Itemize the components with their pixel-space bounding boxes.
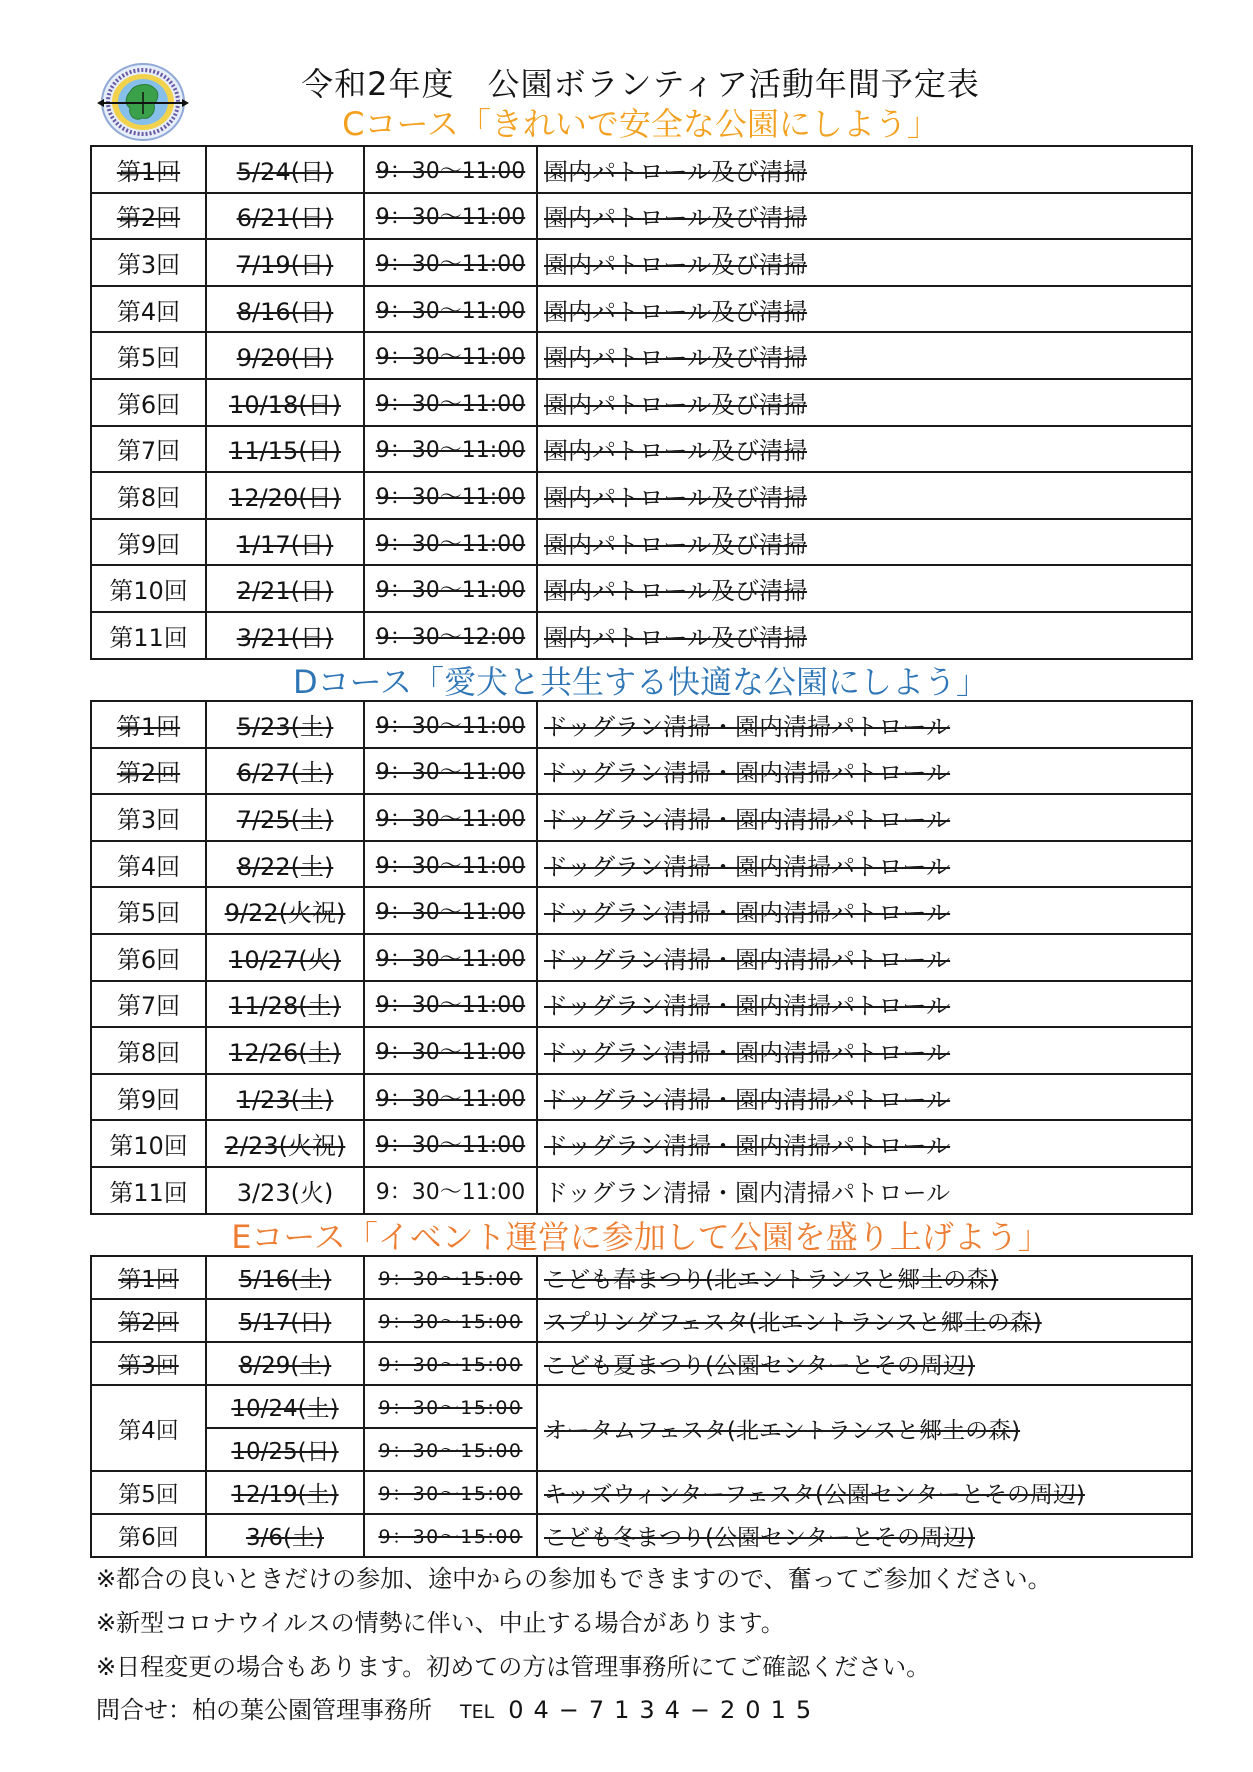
session-date: 12/20(日) [229,483,341,512]
session-time-cell [364,794,537,841]
schedule-row [91,1120,1192,1167]
session-activity: オータムフェスタ(北エントランスと郷土の森) [544,1417,1021,1444]
session-time-cell [364,379,537,426]
course-e-schedule-table [90,1255,1193,1558]
session-number-cell [91,379,206,426]
session-number: 第5回 [118,1482,179,1508]
session-number-cell [91,1120,206,1167]
session-activity: 園内パトロール及び清掃 [544,530,808,559]
session-activity: 園内パトロール及び清掃 [544,204,808,233]
session-number: 第3回 [118,1353,179,1379]
session-number: 第1回 [116,712,181,741]
session-time-cell [364,748,537,795]
session-time-cell [364,146,537,193]
session-date-cell [206,332,364,379]
schedule-row [91,1027,1192,1074]
course-c-schedule-table [90,145,1193,660]
session-number-cell [91,1167,206,1214]
contact-line [96,1690,821,1732]
note-line: ※日程変更の場合もあります。初めての方は管理事務所にてご確認ください。 [96,1653,931,1681]
session-number: 第1回 [118,1267,179,1293]
session-number-cell [91,426,206,473]
session-activity-cell [537,472,1192,519]
course-d-heading: Dコース「愛犬と共生する快適な公園にしよう」 [292,663,989,701]
session-activity: 園内パトロール及び清掃 [544,437,808,466]
session-number-cell [91,934,206,981]
session-date-cell [206,1514,364,1557]
notes-block [96,1557,1196,1689]
session-time: 9：30〜11:00 [375,298,526,324]
session-date: 8/22(土) [236,852,334,881]
session-time-cell [364,1342,537,1385]
session-time: 9：30〜15:00 [378,1483,523,1505]
schedule-row [91,146,1192,193]
session-activity: こども夏まつり(公園センターとその周辺) [544,1353,976,1379]
tel-number: 04−7134−2015 [508,1696,822,1724]
schedule-row [91,612,1192,659]
schedule-row [91,1299,1192,1342]
session-activity-cell [537,1471,1192,1514]
session-activity: 園内パトロール及び清掃 [544,344,808,373]
session-time: 9：30〜11:00 [375,578,526,604]
session-activity-cell [537,1299,1192,1342]
session-number-cell [91,794,206,841]
page-title: 令和2年度 公園ボランティア活動年間予定表 [301,65,980,103]
session-number-cell [91,193,206,240]
schedule-row [91,841,1192,888]
session-time: 9：30〜15:00 [378,1268,523,1290]
session-number: 第3回 [116,250,181,279]
session-time: 9：30〜11:00 [375,760,526,786]
session-number: 第8回 [116,1038,181,1067]
session-time: 9：30〜11:00 [375,853,526,879]
session-date: 5/23(土) [236,712,334,741]
session-date: 7/19(日) [236,250,334,279]
session-number-cell [91,472,206,519]
session-time-cell [364,332,537,379]
session-time: 9：30〜15:00 [378,1397,523,1419]
session-number-cell [91,565,206,612]
session-time: 9：30〜11:00 [375,946,526,972]
schedule-row [91,193,1192,240]
session-date-cell [206,1385,364,1428]
session-number: 第4回 [116,852,181,881]
contact-label: 問合せ：柏の葉公園管理事務所 [96,1696,432,1724]
session-number: 第10回 [109,577,188,606]
session-number: 第2回 [116,204,181,233]
session-activity: ドッグラン清掃・園内清掃パトロール [544,852,951,881]
schedule-row [91,981,1192,1028]
session-activity: ドッグラン清掃・園内清掃パトロール [544,1085,951,1114]
schedule-row [91,286,1192,333]
session-activity-cell [537,887,1192,934]
session-date-cell [206,1471,364,1514]
session-number: 第7回 [116,437,181,466]
session-activity-cell [537,565,1192,612]
session-number-cell [91,332,206,379]
schedule-row [91,1514,1192,1557]
note-line: ※都合の良いときだけの参加、途中からの参加もできますので、奮ってご参加ください。 [96,1565,1052,1593]
schedule-row [91,887,1192,934]
session-activity: ドッグラン清掃・園内清掃パトロール [544,1132,951,1161]
session-date: 2/21(日) [236,577,334,606]
session-number: 第5回 [116,344,181,373]
session-activity: ドッグラン清掃・園内清掃パトロール [544,945,951,974]
session-time-cell [364,1256,537,1299]
session-date-cell [206,1027,364,1074]
session-time: 9：30〜12:00 [375,624,526,650]
session-activity: 園内パトロール及び清掃 [544,390,808,419]
session-activity: ドッグラン清掃・園内清掃パトロール [544,1038,951,1067]
session-date-cell [206,1428,364,1471]
session-time: 9：30〜11:00 [375,438,526,464]
session-activity-cell [537,379,1192,426]
session-time: 9：30〜15:00 [378,1311,523,1333]
session-date-cell [206,193,364,240]
schedule-row [91,472,1192,519]
session-date-cell [206,519,364,566]
schedule-row [91,934,1192,981]
session-date-cell [206,612,364,659]
session-activity-cell [537,1342,1192,1385]
session-time: 9：30〜11:00 [375,531,526,557]
session-time-cell [364,934,537,981]
session-date: 6/21(日) [236,204,334,233]
session-time: 9：30〜15:00 [378,1526,523,1548]
session-date-cell [206,1120,364,1167]
session-activity: 園内パトロール及び清掃 [544,297,808,326]
session-activity-cell [537,426,1192,473]
session-date-cell [206,934,364,981]
session-number-cell [91,519,206,566]
session-date-cell [206,1256,364,1299]
session-activity-cell [537,981,1192,1028]
session-date-cell [206,748,364,795]
session-number-cell [91,286,206,333]
session-time: 9：30〜15:00 [378,1440,523,1462]
session-activity-cell [537,1385,1192,1471]
session-date: 10/27(火) [229,945,341,974]
session-activity: ドッグラン清掃・園内清掃パトロール [544,992,951,1021]
session-date: 1/23(土) [236,1085,334,1114]
session-activity: 園内パトロール及び清掃 [544,250,808,279]
session-date: 5/17(日) [238,1310,332,1336]
session-activity-cell [537,332,1192,379]
session-date: 1/17(日) [236,530,334,559]
session-number-cell [91,1471,206,1514]
session-time: 9：30〜11:00 [375,1039,526,1065]
session-date: 11/15(日) [229,437,341,466]
schedule-row [91,1167,1192,1214]
session-number: 第6回 [116,390,181,419]
session-date-cell [206,565,364,612]
session-date: 10/24(土) [231,1396,339,1422]
session-time-cell [364,193,537,240]
session-time: 9：30〜11:00 [375,806,526,832]
session-number: 第4回 [118,1417,179,1444]
schedule-row [91,519,1192,566]
session-time-cell [364,841,537,888]
session-date: 8/16(日) [236,297,334,326]
session-time-cell [364,565,537,612]
session-activity-cell [537,701,1192,748]
session-date: 12/26(土) [229,1038,341,1067]
session-time-cell [364,1120,537,1167]
schedule-row [91,701,1192,748]
session-activity-cell [537,1027,1192,1074]
schedule-row [91,1471,1192,1514]
session-date: 3/23(火) [236,1178,334,1207]
session-number: 第8回 [116,483,181,512]
session-date-cell [206,472,364,519]
session-time-cell [364,1428,537,1471]
session-number-cell [91,748,206,795]
session-activity-cell [537,748,1192,795]
session-number-cell [91,1385,206,1471]
session-number-cell [91,981,206,1028]
session-number: 第5回 [116,899,181,928]
session-activity: 園内パトロール及び清掃 [544,157,808,186]
session-number-cell [91,1074,206,1121]
session-number: 第10回 [109,1132,188,1161]
session-activity-cell [537,1074,1192,1121]
schedule-row [91,565,1192,612]
session-time-cell [364,981,537,1028]
course-d-schedule-table [90,700,1193,1215]
session-time-cell [364,1471,537,1514]
session-activity-cell [537,794,1192,841]
session-time: 9：30〜11:00 [375,158,526,184]
session-time: 9：30〜11:00 [375,251,526,277]
session-date: 11/28(土) [229,992,341,1021]
session-time-cell [364,887,537,934]
session-time-cell [364,1074,537,1121]
session-number: 第9回 [116,1085,181,1114]
session-activity-cell [537,193,1192,240]
tel-label: TEL [460,1701,495,1723]
schedule-row [91,239,1192,286]
session-date-cell [206,841,364,888]
schedule-row [91,1342,1192,1385]
schedule-row [91,794,1192,841]
session-time-cell [364,1027,537,1074]
session-date-cell [206,981,364,1028]
session-date: 3/6(土) [246,1525,324,1551]
session-time-cell [364,612,537,659]
session-number-cell [91,146,206,193]
session-date-cell [206,239,364,286]
session-activity: 園内パトロール及び清掃 [544,623,808,652]
session-number: 第2回 [116,759,181,788]
schedule-row [91,332,1192,379]
session-date: 6/27(土) [236,759,334,788]
session-date-cell [206,1167,364,1214]
session-date-cell [206,794,364,841]
session-number-cell [91,1342,206,1385]
session-time-cell [364,426,537,473]
session-time-cell [364,1299,537,1342]
session-date: 12/19(土) [231,1482,339,1508]
session-date-cell [206,426,364,473]
session-activity-cell [537,1514,1192,1557]
session-time: 9：30〜11:00 [375,1133,526,1159]
session-date-cell [206,379,364,426]
session-date: 2/23(火祝) [224,1132,346,1161]
session-time: 9：30〜11:00 [375,484,526,510]
session-activity-cell [537,1120,1192,1167]
session-time: 9：30〜11:00 [375,900,526,926]
session-activity: 園内パトロール及び清掃 [544,577,808,606]
session-activity-cell [537,1256,1192,1299]
schedule-row [91,1074,1192,1121]
session-time-cell [364,239,537,286]
session-number: 第3回 [116,805,181,834]
session-time: 9：30〜11:00 [375,993,526,1019]
session-activity: スプリングフェスタ(北エントランスと郷土の森) [544,1310,1042,1336]
session-activity-cell [537,934,1192,981]
note-line: ※新型コロナウイルスの情勢に伴い、中止する場合があります。 [96,1609,785,1637]
session-number: 第9回 [116,530,181,559]
session-date-cell [206,1074,364,1121]
session-activity: 園内パトロール及び清掃 [544,483,808,512]
session-number-cell [91,612,206,659]
session-date: 5/24(日) [236,157,334,186]
session-date-cell [206,1342,364,1385]
session-number: 第11回 [109,1178,188,1207]
session-time: 9：30〜11:00 [375,1086,526,1112]
session-date: 10/25(日) [231,1439,339,1465]
session-activity-cell [537,612,1192,659]
session-number: 第2回 [118,1310,179,1336]
session-date-cell [206,286,364,333]
session-time-cell [364,1385,537,1428]
session-date-cell [206,701,364,748]
session-number: 第6回 [116,945,181,974]
session-time: 9：30〜11:00 [375,713,526,739]
session-number: 第1回 [116,157,181,186]
session-activity: ドッグラン清掃・園内清掃パトロール [544,1178,951,1207]
session-time-cell [364,1514,537,1557]
session-activity: ドッグラン清掃・園内清掃パトロール [544,759,951,788]
schedule-row [91,1256,1192,1299]
session-activity-cell [537,1167,1192,1214]
session-time: 9：30〜15:00 [378,1354,523,1376]
session-activity: ドッグラン清掃・園内清掃パトロール [544,899,951,928]
session-number: 第4回 [116,297,181,326]
session-activity-cell [537,519,1192,566]
schedule-row [91,426,1192,473]
session-time-cell [364,286,537,333]
session-date-cell [206,1299,364,1342]
schedule-row [91,1385,1192,1428]
session-time-cell [364,701,537,748]
session-number-cell [91,887,206,934]
session-date: 9/22(火祝) [224,899,346,928]
session-number-cell [91,1256,206,1299]
session-date-cell [206,887,364,934]
session-time: 9：30〜11:00 [375,391,526,417]
session-number: 第7回 [116,992,181,1021]
session-date: 7/25(土) [236,805,334,834]
session-time-cell [364,1167,537,1214]
session-number: 第6回 [118,1525,179,1551]
session-number-cell [91,1514,206,1557]
session-activity: こども冬まつり(公園センターとその周辺) [544,1525,976,1551]
session-date: 3/21(日) [236,623,334,652]
session-date: 9/20(日) [236,344,334,373]
session-date: 5/16(土) [238,1267,332,1293]
session-number-cell [91,701,206,748]
schedule-row [91,379,1192,426]
course-e-heading: Eコース「イベント運営に参加して公園を盛り上げよう」 [231,1218,1050,1256]
schedule-row [91,748,1192,795]
session-number-cell [91,841,206,888]
session-activity-cell [537,841,1192,888]
session-time: 9：30〜11:00 [375,1179,526,1205]
session-date: 8/29(土) [238,1353,332,1379]
session-activity: ドッグラン清掃・園内清掃パトロール [544,712,951,741]
session-time-cell [364,472,537,519]
session-activity-cell [537,146,1192,193]
session-activity: キッズウィンターフェスタ(公園センターとその周辺) [544,1482,1085,1508]
session-time: 9：30〜11:00 [375,345,526,371]
session-activity-cell [537,239,1192,286]
session-activity: こども春まつり(北エントランスと郷土の森) [544,1267,999,1293]
session-activity-cell [537,286,1192,333]
session-date: 10/18(日) [229,390,341,419]
session-date-cell [206,146,364,193]
session-number-cell [91,239,206,286]
course-c-heading: Cコース「きれいで安全な公園にしよう」 [342,105,939,143]
session-time: 9：30〜11:00 [375,205,526,231]
session-time-cell [364,519,537,566]
session-number-cell [91,1299,206,1342]
session-activity: ドッグラン清掃・園内清掃パトロール [544,805,951,834]
session-number-cell [91,1027,206,1074]
session-number: 第11回 [109,623,188,652]
